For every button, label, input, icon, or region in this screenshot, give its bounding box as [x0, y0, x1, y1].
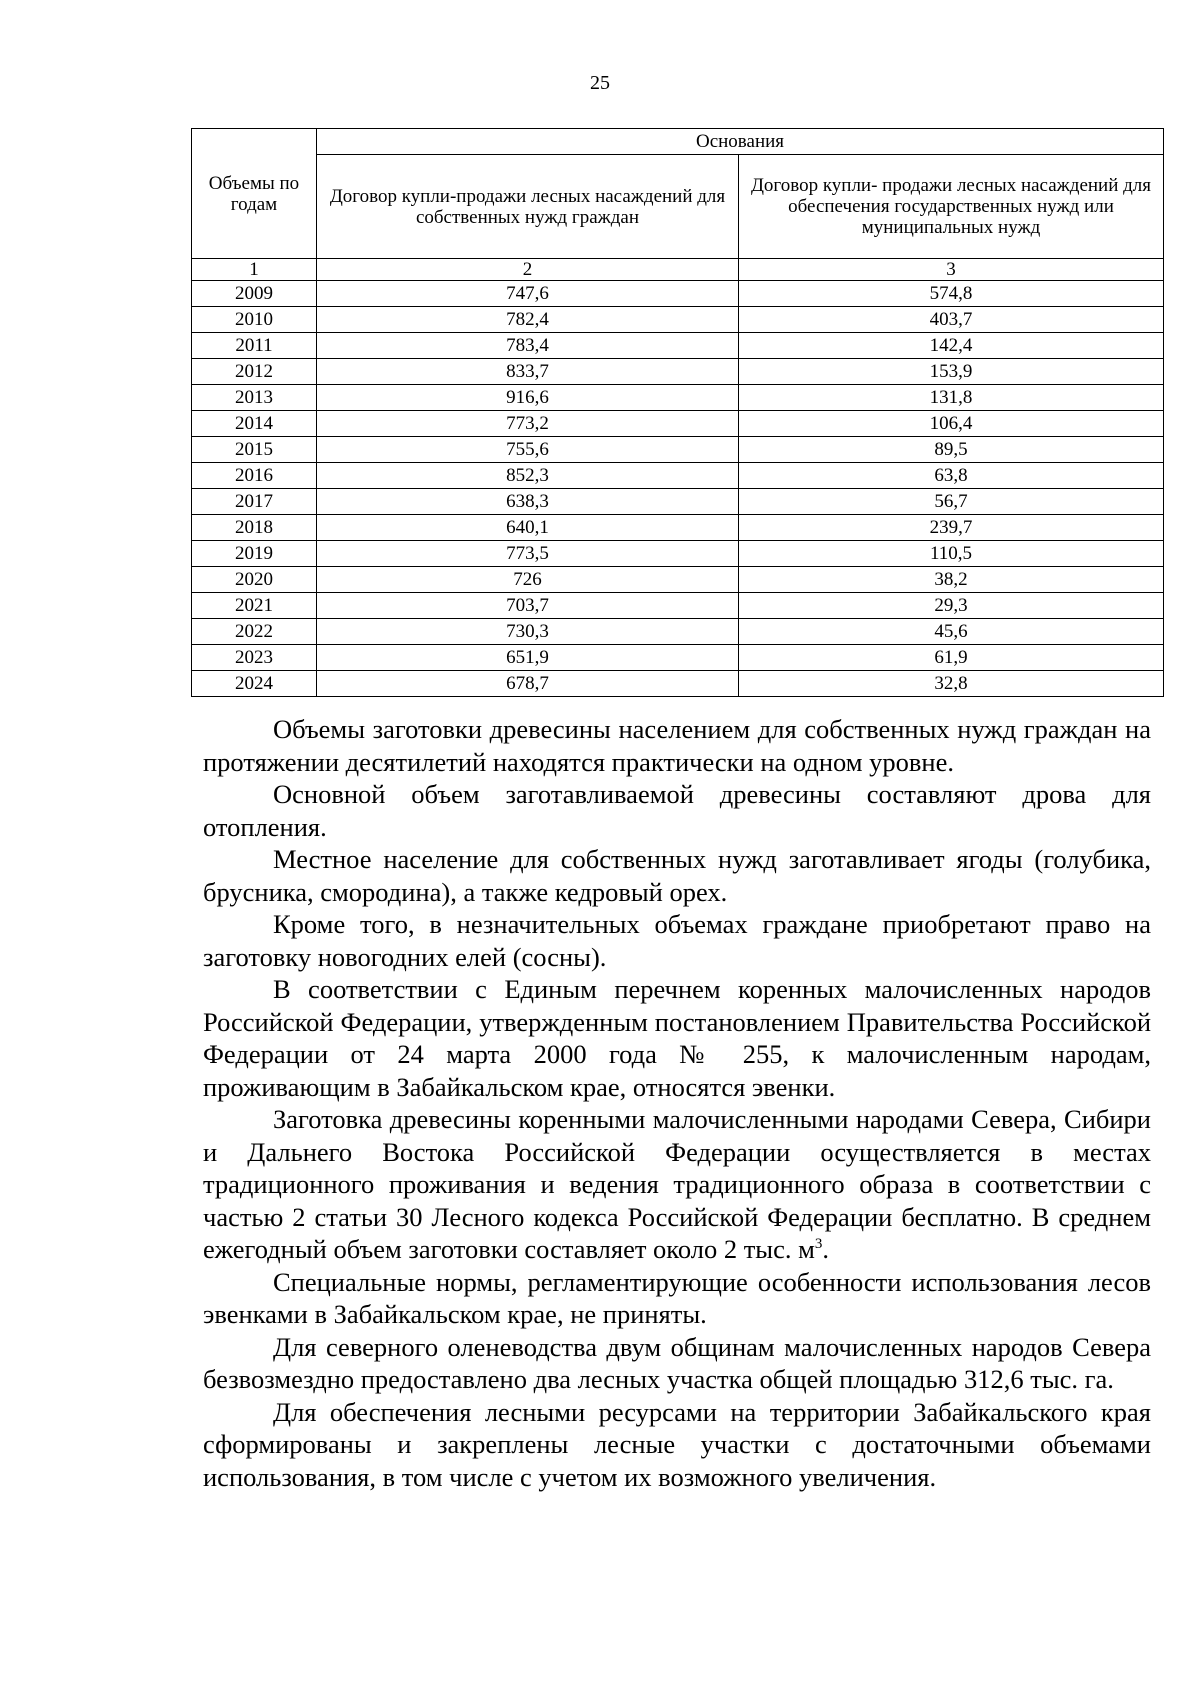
own-needs-cell: 726	[317, 567, 739, 593]
year-cell: 2013	[192, 385, 317, 411]
body-text	[203, 713, 1151, 1493]
table-body	[192, 281, 1164, 697]
own-needs-cell: 773,2	[317, 411, 739, 437]
page-number: 25	[590, 72, 610, 94]
state-needs-cell: 131,8	[739, 385, 1164, 411]
table-subheader-row	[192, 155, 1164, 259]
table-row	[192, 645, 1164, 671]
year-cell: 2020	[192, 567, 317, 593]
header-col2: Договор купли-продажи лесных насаждений для собственных нужд граждан	[317, 155, 739, 259]
paragraph-text: Заготовка древесины коренными малочисленными народами Севера, Сибири и Дальнего Востока Российской Федерации осуществляется в местах традиционного проживания и ведения традиционного образа в соответствии с частью 2 статьи 30 Лесного кодекса Российской Федерации бесплатно. В среднем ежегодный объем заготовки составляет около 2 тыс. м	[203, 1104, 1151, 1264]
state-needs-cell: 56,7	[739, 489, 1164, 515]
table-row	[192, 437, 1164, 463]
own-needs-cell: 678,7	[317, 671, 739, 697]
year-cell: 2018	[192, 515, 317, 541]
own-needs-cell: 833,7	[317, 359, 739, 385]
state-needs-cell: 63,8	[739, 463, 1164, 489]
paragraph-end: .	[822, 1234, 829, 1264]
paragraph: Специальные нормы, регламентирующие особенности использования лесов эвенками в Забайкальском крае, не приняты.	[203, 1266, 1151, 1329]
table-row	[192, 333, 1164, 359]
year-cell: 2011	[192, 333, 317, 359]
own-needs-cell: 747,6	[317, 281, 739, 307]
state-needs-cell: 403,7	[739, 307, 1164, 333]
own-needs-cell: 703,7	[317, 593, 739, 619]
header-years: Объемы по годам	[192, 129, 317, 259]
year-cell: 2010	[192, 307, 317, 333]
paragraph: В соответствии с Единым перечнем коренных малочисленных народов Российской Федерации, утвержденным постановлением Правительства Российской Федерации от 24 марта 2000 года № 255, к малочисленным народам, проживающим в Забайкальском крае, относятся эвенки.	[203, 974, 1151, 1102]
own-needs-cell: 638,3	[317, 489, 739, 515]
table-row	[192, 385, 1164, 411]
year-cell: 2009	[192, 281, 317, 307]
own-needs-cell: 916,6	[317, 385, 739, 411]
own-needs-cell: 783,4	[317, 333, 739, 359]
header-group: Основания	[317, 129, 1164, 155]
column-number-row	[192, 259, 1164, 281]
paragraph: Объемы заготовки древесины населением для собственных нужд граждан на протяжении десятилетий находятся практически на одном уровне.	[203, 714, 1151, 777]
paragraph: Местное население для собственных нужд заготавливает ягоды (голубика, брусника, смородина), а также кедровый орех.	[203, 844, 1151, 907]
table-row	[192, 567, 1164, 593]
year-cell: 2022	[192, 619, 317, 645]
state-needs-cell: 32,8	[739, 671, 1164, 697]
column-number: 1	[192, 259, 317, 281]
year-cell: 2019	[192, 541, 317, 567]
state-needs-cell: 239,7	[739, 515, 1164, 541]
table-row	[192, 281, 1164, 307]
year-cell: 2017	[192, 489, 317, 515]
year-cell: 2021	[192, 593, 317, 619]
own-needs-cell: 640,1	[317, 515, 739, 541]
year-cell: 2023	[192, 645, 317, 671]
year-cell: 2012	[192, 359, 317, 385]
own-needs-cell: 773,5	[317, 541, 739, 567]
state-needs-cell: 29,3	[739, 593, 1164, 619]
state-needs-cell: 142,4	[739, 333, 1164, 359]
own-needs-cell: 755,6	[317, 437, 739, 463]
paragraph: Кроме того, в незначительных объемах граждане приобретают право на заготовку новогодних елей (сосны).	[203, 909, 1151, 972]
paragraph: Основной объем заготавливаемой древесины составляют дрова для отопления.	[203, 779, 1151, 842]
paragraph: Для северного оленеводства двум общинам малочисленных народов Севера безвозмездно предоставлено два лесных участка общей площадью 312,6 тыс. га.	[203, 1331, 1151, 1394]
state-needs-cell: 38,2	[739, 567, 1164, 593]
year-cell: 2016	[192, 463, 317, 489]
superscript: 3	[814, 1236, 823, 1253]
state-needs-cell: 106,4	[739, 411, 1164, 437]
state-needs-cell: 45,6	[739, 619, 1164, 645]
table-row	[192, 359, 1164, 385]
table-row	[192, 411, 1164, 437]
table-row	[192, 515, 1164, 541]
column-number: 3	[739, 259, 1164, 281]
table-row	[192, 307, 1164, 333]
year-cell: 2015	[192, 437, 317, 463]
table-row	[192, 463, 1164, 489]
column-number: 2	[317, 259, 739, 281]
state-needs-cell: 61,9	[739, 645, 1164, 671]
state-needs-cell: 153,9	[739, 359, 1164, 385]
table-row	[192, 489, 1164, 515]
year-cell: 2014	[192, 411, 317, 437]
paragraph: Для обеспечения лесными ресурсами на территории Забайкальского края сформированы и закреплены лесные участки с достаточными объемами использования, в том числе с учетом их возможного увеличения.	[203, 1396, 1151, 1492]
table-header-row	[192, 129, 1164, 155]
table-row	[192, 619, 1164, 645]
table-row	[192, 671, 1164, 697]
table-row	[192, 593, 1164, 619]
state-needs-cell: 574,8	[739, 281, 1164, 307]
paragraph	[203, 1103, 1151, 1266]
state-needs-cell: 89,5	[739, 437, 1164, 463]
own-needs-cell: 782,4	[317, 307, 739, 333]
own-needs-cell: 730,3	[317, 619, 739, 645]
year-cell: 2024	[192, 671, 317, 697]
own-needs-cell: 852,3	[317, 463, 739, 489]
own-needs-cell: 651,9	[317, 645, 739, 671]
table-row	[192, 541, 1164, 567]
state-needs-cell: 110,5	[739, 541, 1164, 567]
header-col3: Договор купли- продажи лесных насаждений для обеспечения государственных нужд или муниципальных нужд	[739, 155, 1164, 259]
volumes-table	[191, 128, 1164, 697]
